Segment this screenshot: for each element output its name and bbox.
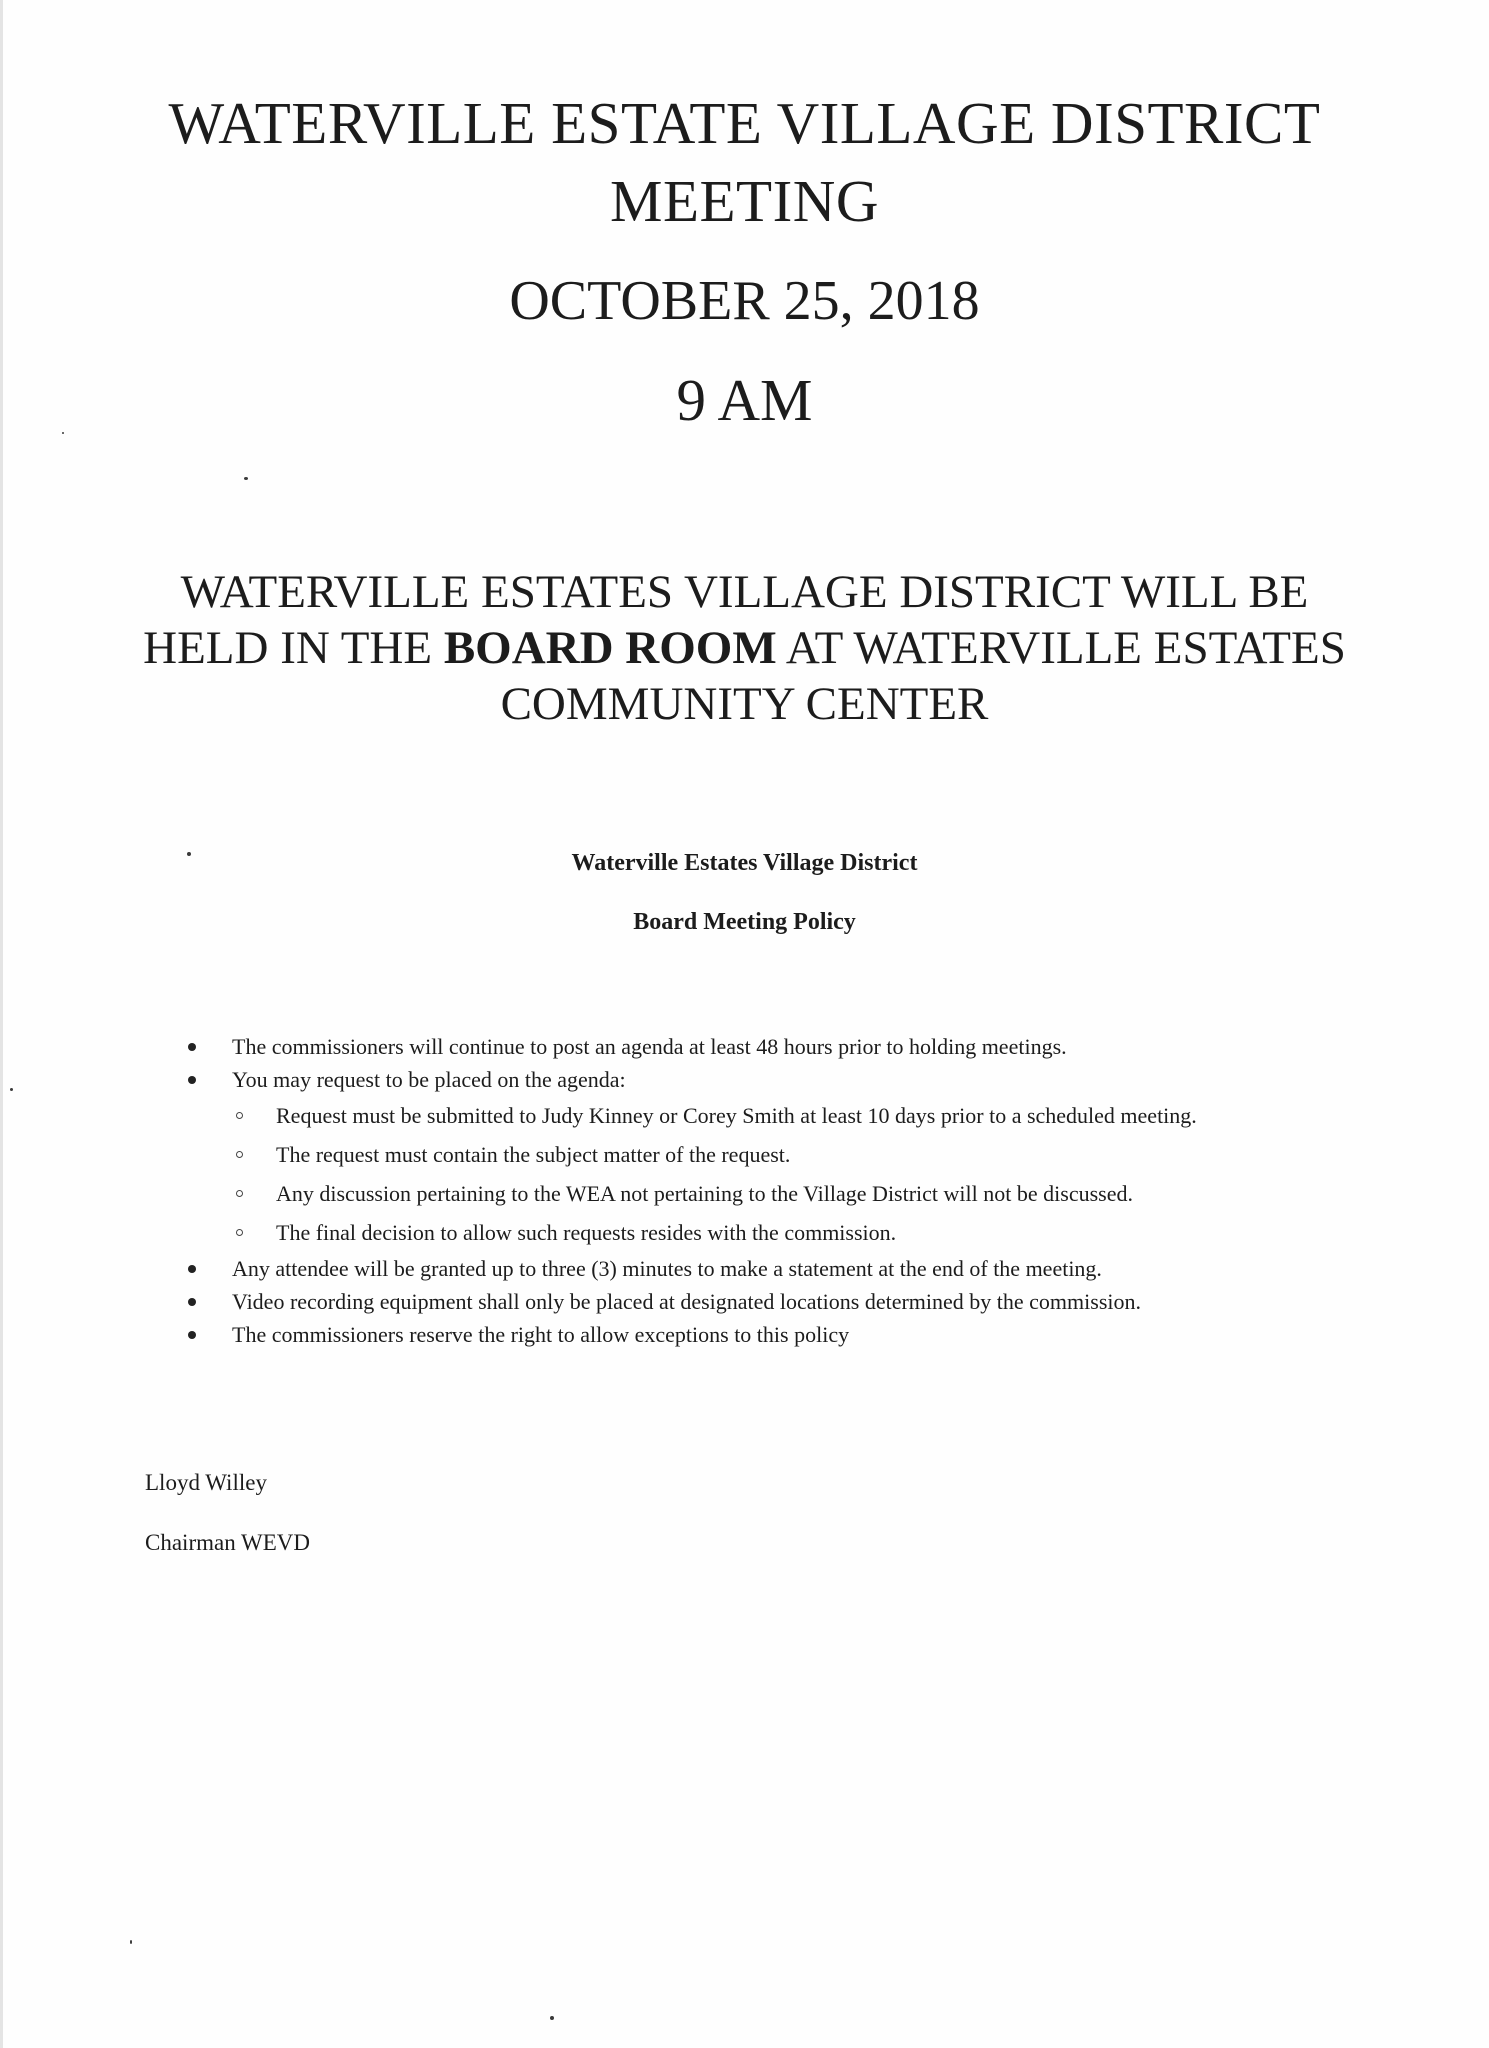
signer-role: Chairman WEVD [145, 1530, 311, 1555]
policy-list [188, 1030, 1448, 1351]
location-text: HELD IN THE [143, 622, 444, 674]
sub-bullet-icon [236, 1151, 243, 1158]
policy-item-text: Video recording equipment shall only be placed at designated locations determined by the commission. [232, 1289, 1141, 1314]
policy-subitem-text: The final decision to allow such requests resides with the commission. [276, 1220, 897, 1245]
sub-bullet-icon [236, 1229, 243, 1236]
policy-item [188, 1030, 1448, 1063]
policy-item-text: The commissioners reserve the right to allow exceptions to this policy [232, 1322, 850, 1347]
meeting-time: 9 AM [676, 367, 813, 433]
bullet-icon [188, 1331, 196, 1339]
meeting-date: OCTOBER 25, 2018 [509, 270, 980, 332]
location-line: COMMUNITY CENTER [500, 678, 989, 730]
meeting-title-line: WATERVILLE ESTATE VILLAGE DISTRICT [168, 90, 1321, 156]
policy-subitem [188, 1135, 1448, 1174]
policy-item [188, 1318, 1448, 1351]
meeting-title-line: MEETING [610, 168, 879, 234]
policy-item [188, 1063, 1448, 1096]
bullet-icon [188, 1043, 196, 1051]
policy-subitem-text: The request must contain the subject matter of the request. [276, 1142, 791, 1167]
scan-speck [550, 2016, 554, 2020]
meeting-title [0, 84, 1489, 240]
policy-subitem [188, 1213, 1448, 1252]
bullet-icon [188, 1298, 196, 1306]
policy-subitem [188, 1174, 1448, 1213]
sub-bullet-icon [236, 1112, 243, 1119]
meeting-location [0, 564, 1489, 732]
policy-item-text: You may request to be placed on the agenda: [232, 1067, 626, 1092]
signature-block [145, 1468, 310, 1588]
sub-bullet-icon [236, 1190, 243, 1197]
policy-subitem-text: Request must be submitted to Judy Kinney or Corey Smith at least 10 days prior to a scheduled meeting. [276, 1103, 1197, 1128]
policy-title: Board Meeting Policy [633, 909, 856, 935]
bullet-icon [188, 1076, 196, 1084]
policy-subitem-text: Any discussion pertaining to the WEA not pertaining to the Village District will not be discussed. [276, 1181, 1133, 1206]
scan-speck [244, 477, 248, 480]
policy-item-text: The commissioners will continue to post an agenda at least 48 hours prior to holding meetings. [232, 1034, 1067, 1059]
signer-name: Lloyd Willey [145, 1470, 267, 1495]
scan-speck [10, 1088, 13, 1091]
location-line [0, 620, 1489, 676]
policy-item-text: Any attendee will be granted up to three (3) minutes to make a statement at the end of the meeting. [232, 1256, 1102, 1281]
policy-item [188, 1252, 1448, 1285]
policy-organization: Waterville Estates Village District [571, 850, 918, 876]
bullet-icon [188, 1265, 196, 1273]
location-line: WATERVILLE ESTATES VILLAGE DISTRICT WILL BE [180, 566, 1309, 618]
policy-subitem [188, 1096, 1448, 1135]
scan-speck [130, 1940, 132, 1944]
policy-item [188, 1285, 1448, 1318]
location-room: BOARD ROOM [443, 622, 777, 674]
location-text: AT WATERVILLE ESTATES [776, 622, 1346, 674]
